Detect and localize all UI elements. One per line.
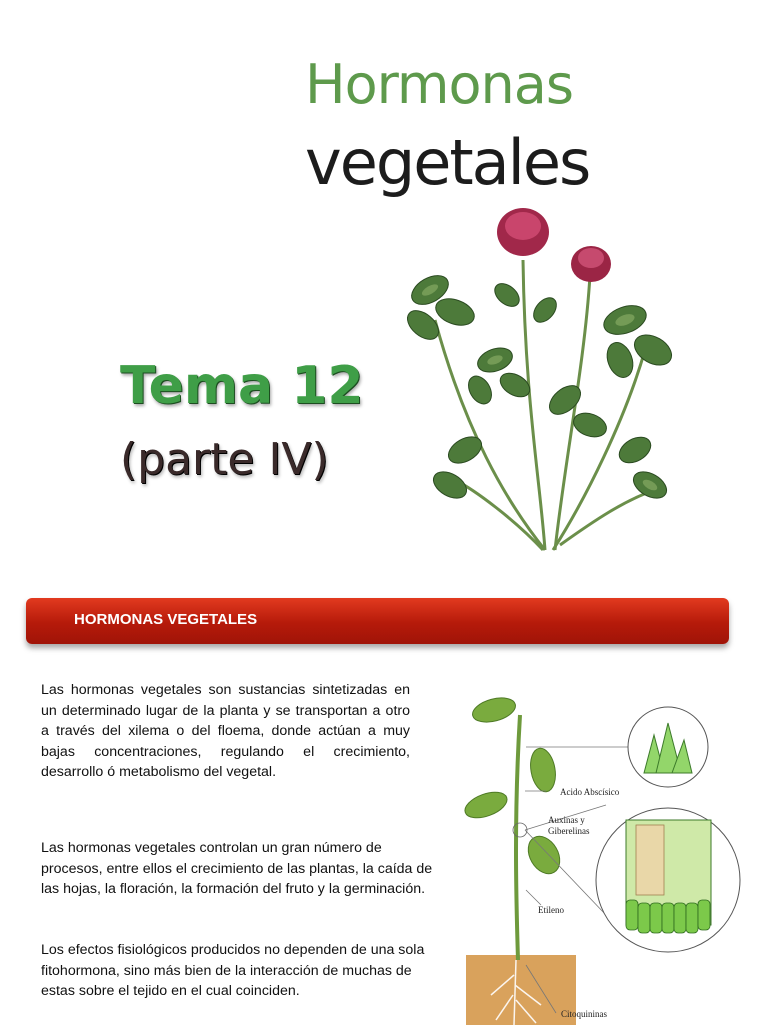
label-ethylene: Etileno — [538, 905, 564, 915]
content-slide — [0, 570, 768, 1024]
label-auxins-line1: Auxinas y — [548, 815, 585, 825]
label-abscisic-acid: Acido Abscísico — [560, 787, 620, 797]
section-banner — [26, 598, 729, 644]
title-line-1: Hormonas — [305, 53, 573, 116]
label-cytokinins: Citoquininas — [561, 1009, 608, 1019]
stem-section — [626, 820, 711, 933]
paragraph-3: Los efectos fisiológicos producidos no dependen de una sola fitohormona, sino más bien de la interacción de muchas de estas sobre el tejido en el cual coinciden. — [41, 942, 425, 999]
banner-title: HORMONAS VEGETALES — [74, 611, 258, 628]
topic-heading: Tema 12 — [120, 356, 364, 416]
clover-flowers — [497, 208, 611, 282]
paragraph-1: Las hormonas vegetales son sustancias sintetizadas en un determinado lugar de la planta y se transportan a otro a través del xilema o del floema, donde actúan a muy bajas concentraciones, regulando el crecimiento, desarrollo ó metabolismo del vegetal. — [41, 682, 410, 780]
paragraph-2: Las hormonas vegetales controlan un gran número de procesos, entre ellos el crecimiento de las plantas, la caída de las hojas, la floración, la formación del fruto y la germinación. — [41, 840, 433, 897]
title-line-2: vegetales — [305, 126, 590, 199]
clover-illustration — [395, 200, 685, 552]
plant-hormone-diagram — [446, 695, 746, 1025]
part-subheading: (parte IV) — [120, 434, 329, 485]
label-auxins-line2: Giberelinas — [548, 826, 590, 836]
